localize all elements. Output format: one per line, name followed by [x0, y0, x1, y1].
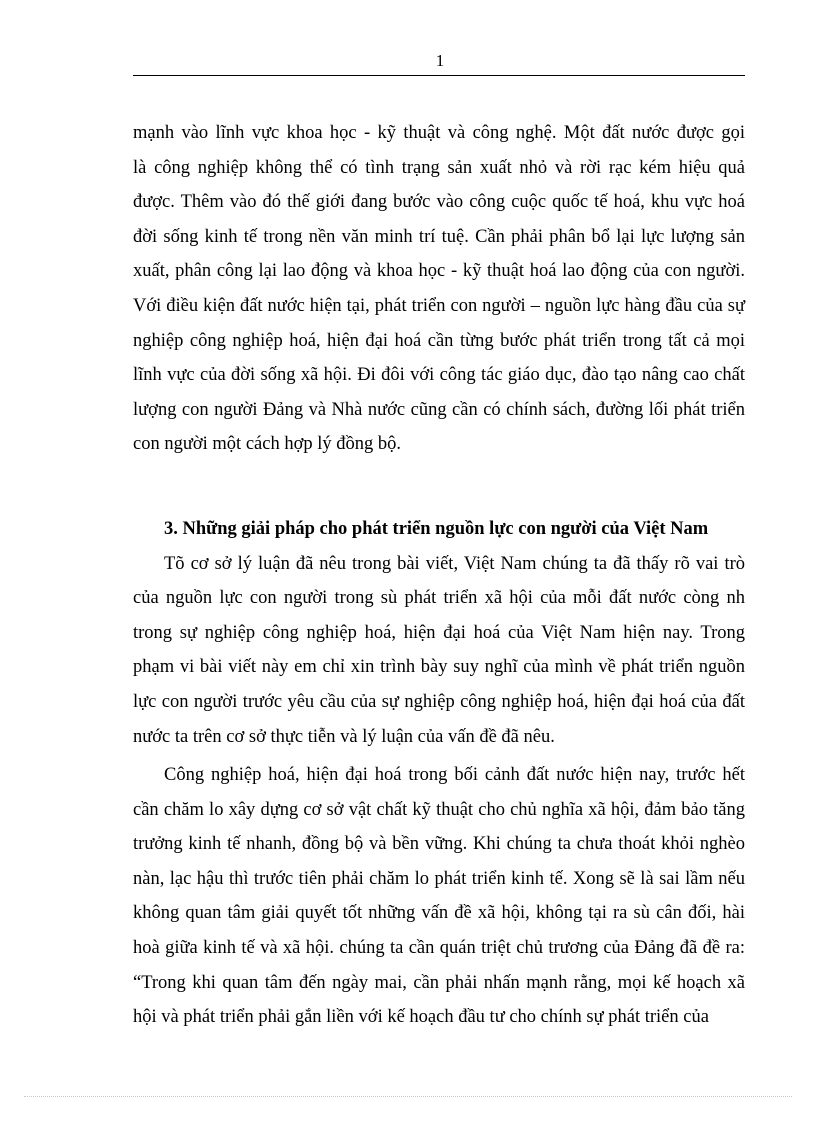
text-line: nghiệp công nghiệp hoá, hiện đại hoá cần từng bước phát triển trong tất cả mọi	[133, 330, 745, 351]
text-line: không quan tâm giải quyết tốt những vấn đề xã hội, không tại ra sù cân đối, hài	[133, 903, 745, 924]
text-line: nước ta trên cơ sở thực tiễn và lý luận của vấn đề đã nêu.	[133, 726, 555, 747]
text-line: đời sống kinh tế trong nền văn minh trí tuệ. Cần phải phân bổ lại lực lượng sản	[133, 226, 745, 247]
page-bottom-border	[24, 1096, 792, 1097]
body-text	[133, 116, 745, 1035]
text-line: cần chăm lo xây dựng cơ sở vật chất kỹ thuật cho chủ nghĩa xã hội, đảm bảo tăng	[133, 799, 745, 820]
page-number: 1	[435, 51, 445, 70]
text-line: được. Thêm vào đó thế giới đang bước vào công cuộc quốc tế hoá, khu vực hoá	[133, 192, 745, 213]
text-line: Công nghiệp hoá, hiện đại hoá trong bối cảnh đất nước hiện nay, trước hết	[164, 765, 745, 786]
text-line: là công nghiệp không thể có tình trạng sản xuất nhỏ và rời rạc kém hiệu quả	[133, 157, 745, 178]
header-divider	[133, 75, 745, 76]
text-line: xuất, phân công lại lao động và khoa học - kỹ thuật hoá lao động của con người.	[133, 261, 745, 282]
text-line: lượng con người Đảng và Nhà nước cũng cần có chính sách, đường lối phát triển	[133, 399, 745, 420]
text-line: nàn, lạc hậu thì trước tiên phải chăm lo phát triển kinh tế. Xong sẽ là sai lầm nếu	[133, 868, 745, 889]
text-line: lực con người trước yêu cầu của sự nghiệp công nghiệp hoá, hiện đại hoá của đất	[133, 691, 745, 712]
text-line: của nguồn lực con người trong sù phát triển xã hội của mỗi đất nước còng nh	[133, 588, 745, 609]
paragraph-2	[133, 547, 745, 755]
text-line: con người một cách hợp lý đồng bộ.	[133, 434, 401, 455]
text-line: trong sự nghiệp công nghiệp hoá, hiện đại hoá của Việt Nam hiện nay. Trong	[133, 622, 745, 643]
text-line: “Trong khi quan tâm đến ngày mai, cần phải nhấn mạnh rằng, mọi kế hoạch xã	[133, 972, 745, 993]
text-line: Tõ cơ sở lý luận đã nêu trong bài viết, Việt Nam chúng ta đã thấy rõ vai trò	[164, 553, 745, 574]
text-line: Với điều kiện đất nước hiện tại, phát triển con người – nguồn lực hàng đầu của sự	[133, 295, 745, 316]
text-line: lĩnh vực của đời sống xã hội. Đi đôi với công tác giáo dục, đào tạo nâng cao chất	[133, 365, 745, 386]
text-line: phạm vi bài viết này em chỉ xin trình bày suy nghĩ của mình về phát triển nguồn	[133, 657, 745, 678]
text-line: hoà giữa kinh tế và xã hội. chúng ta cần quán triệt chủ trương của Đảng đã đề ra:	[133, 938, 745, 959]
paragraph-1	[133, 116, 745, 462]
text-line: trưởng kinh tế nhanh, đồng bộ và bền vững. Khi chúng ta chưa thoát khỏi nghèo	[133, 834, 745, 855]
text-line: hội và phát triển phải gắn liền với kế hoạch đầu tư cho chính sự phát triển của	[133, 1007, 709, 1028]
text-line: mạnh vào lĩnh vực khoa học - kỹ thuật và công nghệ. Một đất nước được gọi	[133, 123, 745, 143]
section-heading: 3. Những giải pháp cho phát triển nguồn lực con người của Việt Nam	[164, 518, 709, 539]
paragraph-3	[133, 758, 745, 1035]
